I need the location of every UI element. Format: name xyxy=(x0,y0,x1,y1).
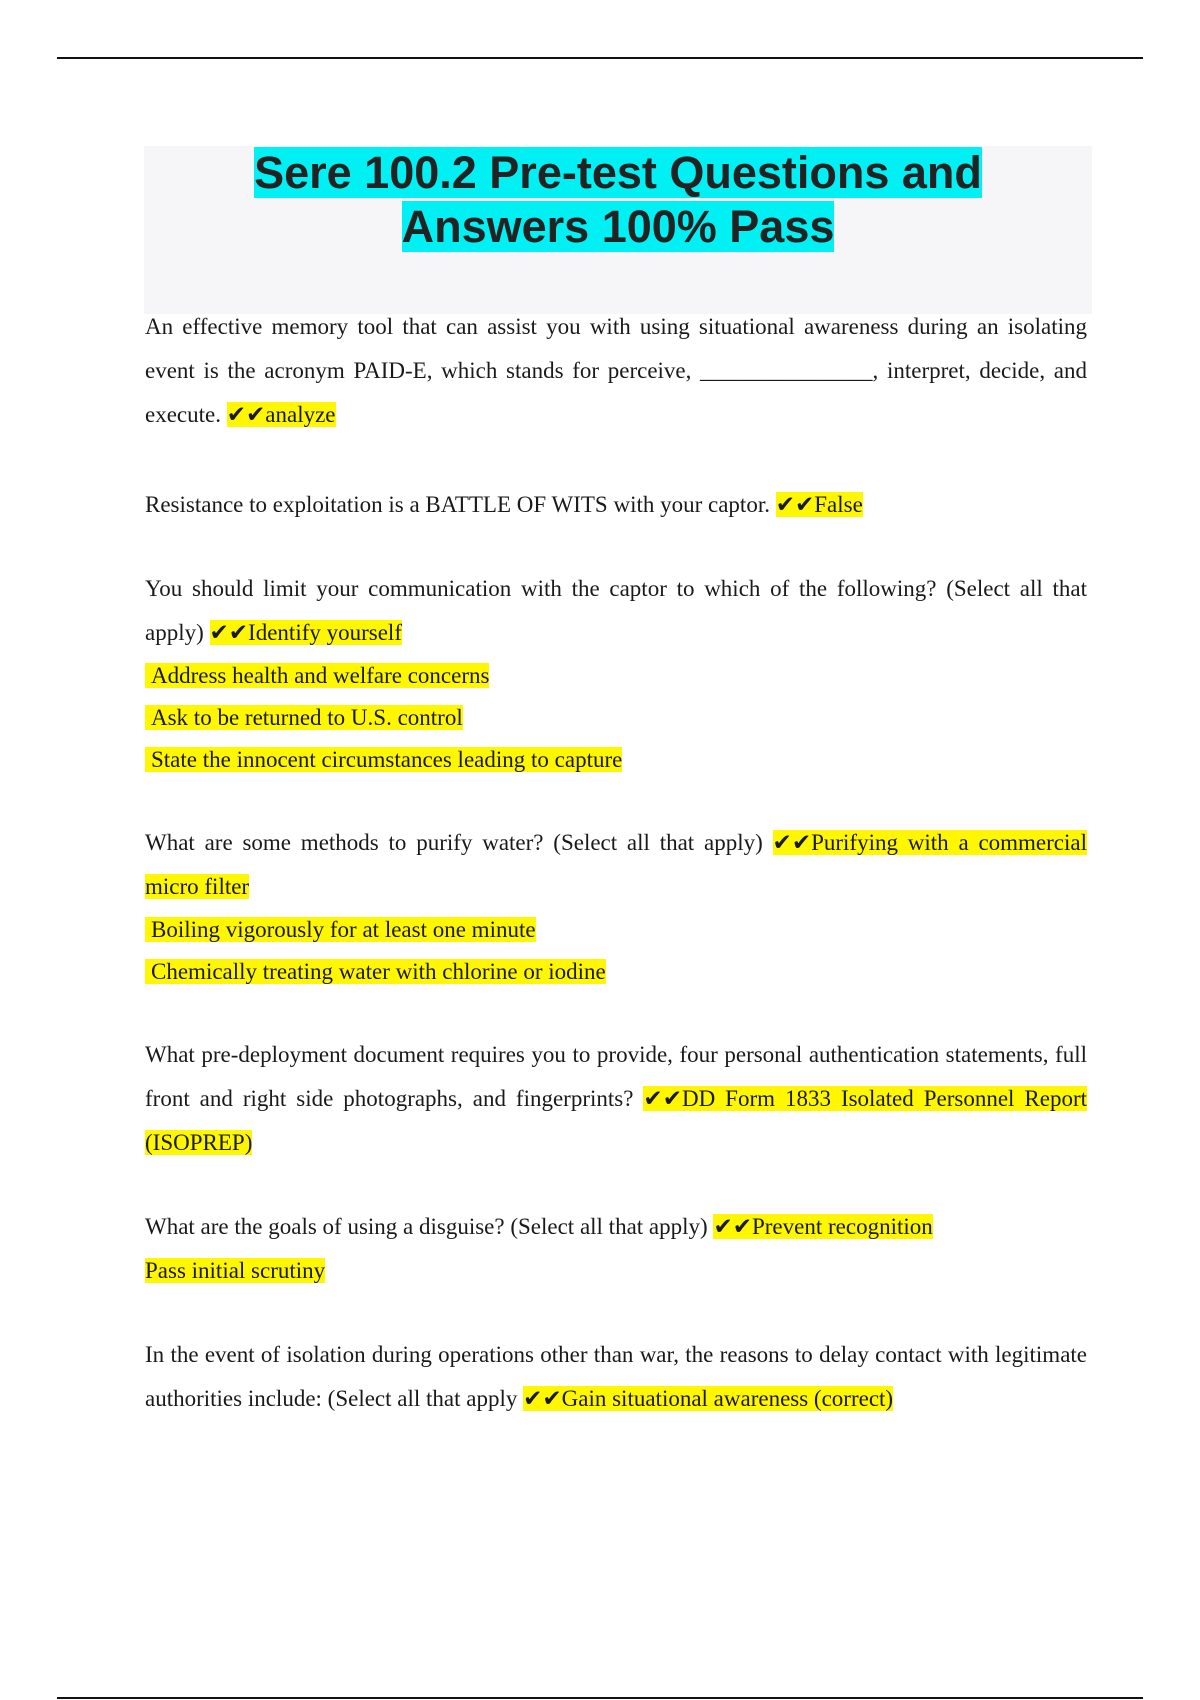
qa-item-1 xyxy=(145,305,1087,437)
answer-highlight: ✔✔Gain situational awareness (correct) xyxy=(523,1386,894,1411)
title-block xyxy=(144,146,1092,314)
document-title xyxy=(144,146,1092,254)
answer-option: Address health and welfare concerns xyxy=(145,655,1087,697)
answer-highlight: ✔✔analyze xyxy=(226,402,336,427)
bottom-rule xyxy=(57,1697,1143,1699)
title-line-2: Answers 100% Pass xyxy=(401,201,835,252)
qa-item-4 xyxy=(145,821,1087,993)
question-text: What pre-deployment document requires you to provide, four personal authentication statements, full front and right side photographs, and fingerprints? ✔✔DD Form 1833 Isolated Personnel Report (ISOPREP) xyxy=(145,1042,1088,1155)
qa-item-3 xyxy=(145,567,1087,781)
answer-highlight: ✔✔Purifying with a commercial micro filter xyxy=(145,830,1087,899)
answer-option: State the innocent circumstances leading to capture xyxy=(145,739,1087,781)
qa-item-7 xyxy=(145,1333,1087,1421)
answer-option: Boiling vigorously for at least one minute xyxy=(145,909,1087,951)
top-rule xyxy=(57,57,1143,59)
answer-option: Ask to be returned to U.S. control xyxy=(145,697,1087,739)
question-text: You should limit your communication with the captor to which of the following? (Select all that apply) ✔✔Identify yourself xyxy=(145,576,1087,645)
question-text: An effective memory tool that can assist you with using situational awareness during an isolating event is the acronym PAID-E, which stands for perceive, _______________, interpret, decide, and execute. ✔✔analyze xyxy=(145,314,1087,427)
question-text: Resistance to exploitation is a BATTLE OF WITS with your captor. ✔✔False xyxy=(145,492,863,517)
answer-highlight: ✔✔DD Form 1833 Isolated Personnel Report (ISOPREP) xyxy=(145,1086,1088,1155)
qa-list xyxy=(145,305,1087,1421)
answer-highlight: ✔✔Identify yourself xyxy=(209,620,402,645)
question-text: In the event of isolation during operations other than war, the reasons to delay contact with legitimate authorities include: (Select all that apply ✔✔Gain situational awareness (correct) xyxy=(145,1342,1087,1411)
answer-highlight: ✔✔False xyxy=(775,492,863,517)
title-line-1: Sere 100.2 Pre-test Questions and xyxy=(254,147,982,198)
question-text: What are some methods to purify water? (Select all that apply) ✔✔Purifying with a commercial micro filter xyxy=(145,830,1087,899)
qa-item-5 xyxy=(145,1033,1087,1165)
answer-option: Chemically treating water with chlorine or iodine xyxy=(145,951,1087,993)
answer-highlight: ✔✔Prevent recognition xyxy=(713,1214,933,1239)
qa-item-2 xyxy=(145,483,1087,527)
question-text: What are the goals of using a disguise? (Select all that apply) ✔✔Prevent recognition xyxy=(145,1214,933,1239)
qa-item-6 xyxy=(145,1205,1087,1293)
answer-option: Pass initial scrutiny xyxy=(145,1258,326,1283)
